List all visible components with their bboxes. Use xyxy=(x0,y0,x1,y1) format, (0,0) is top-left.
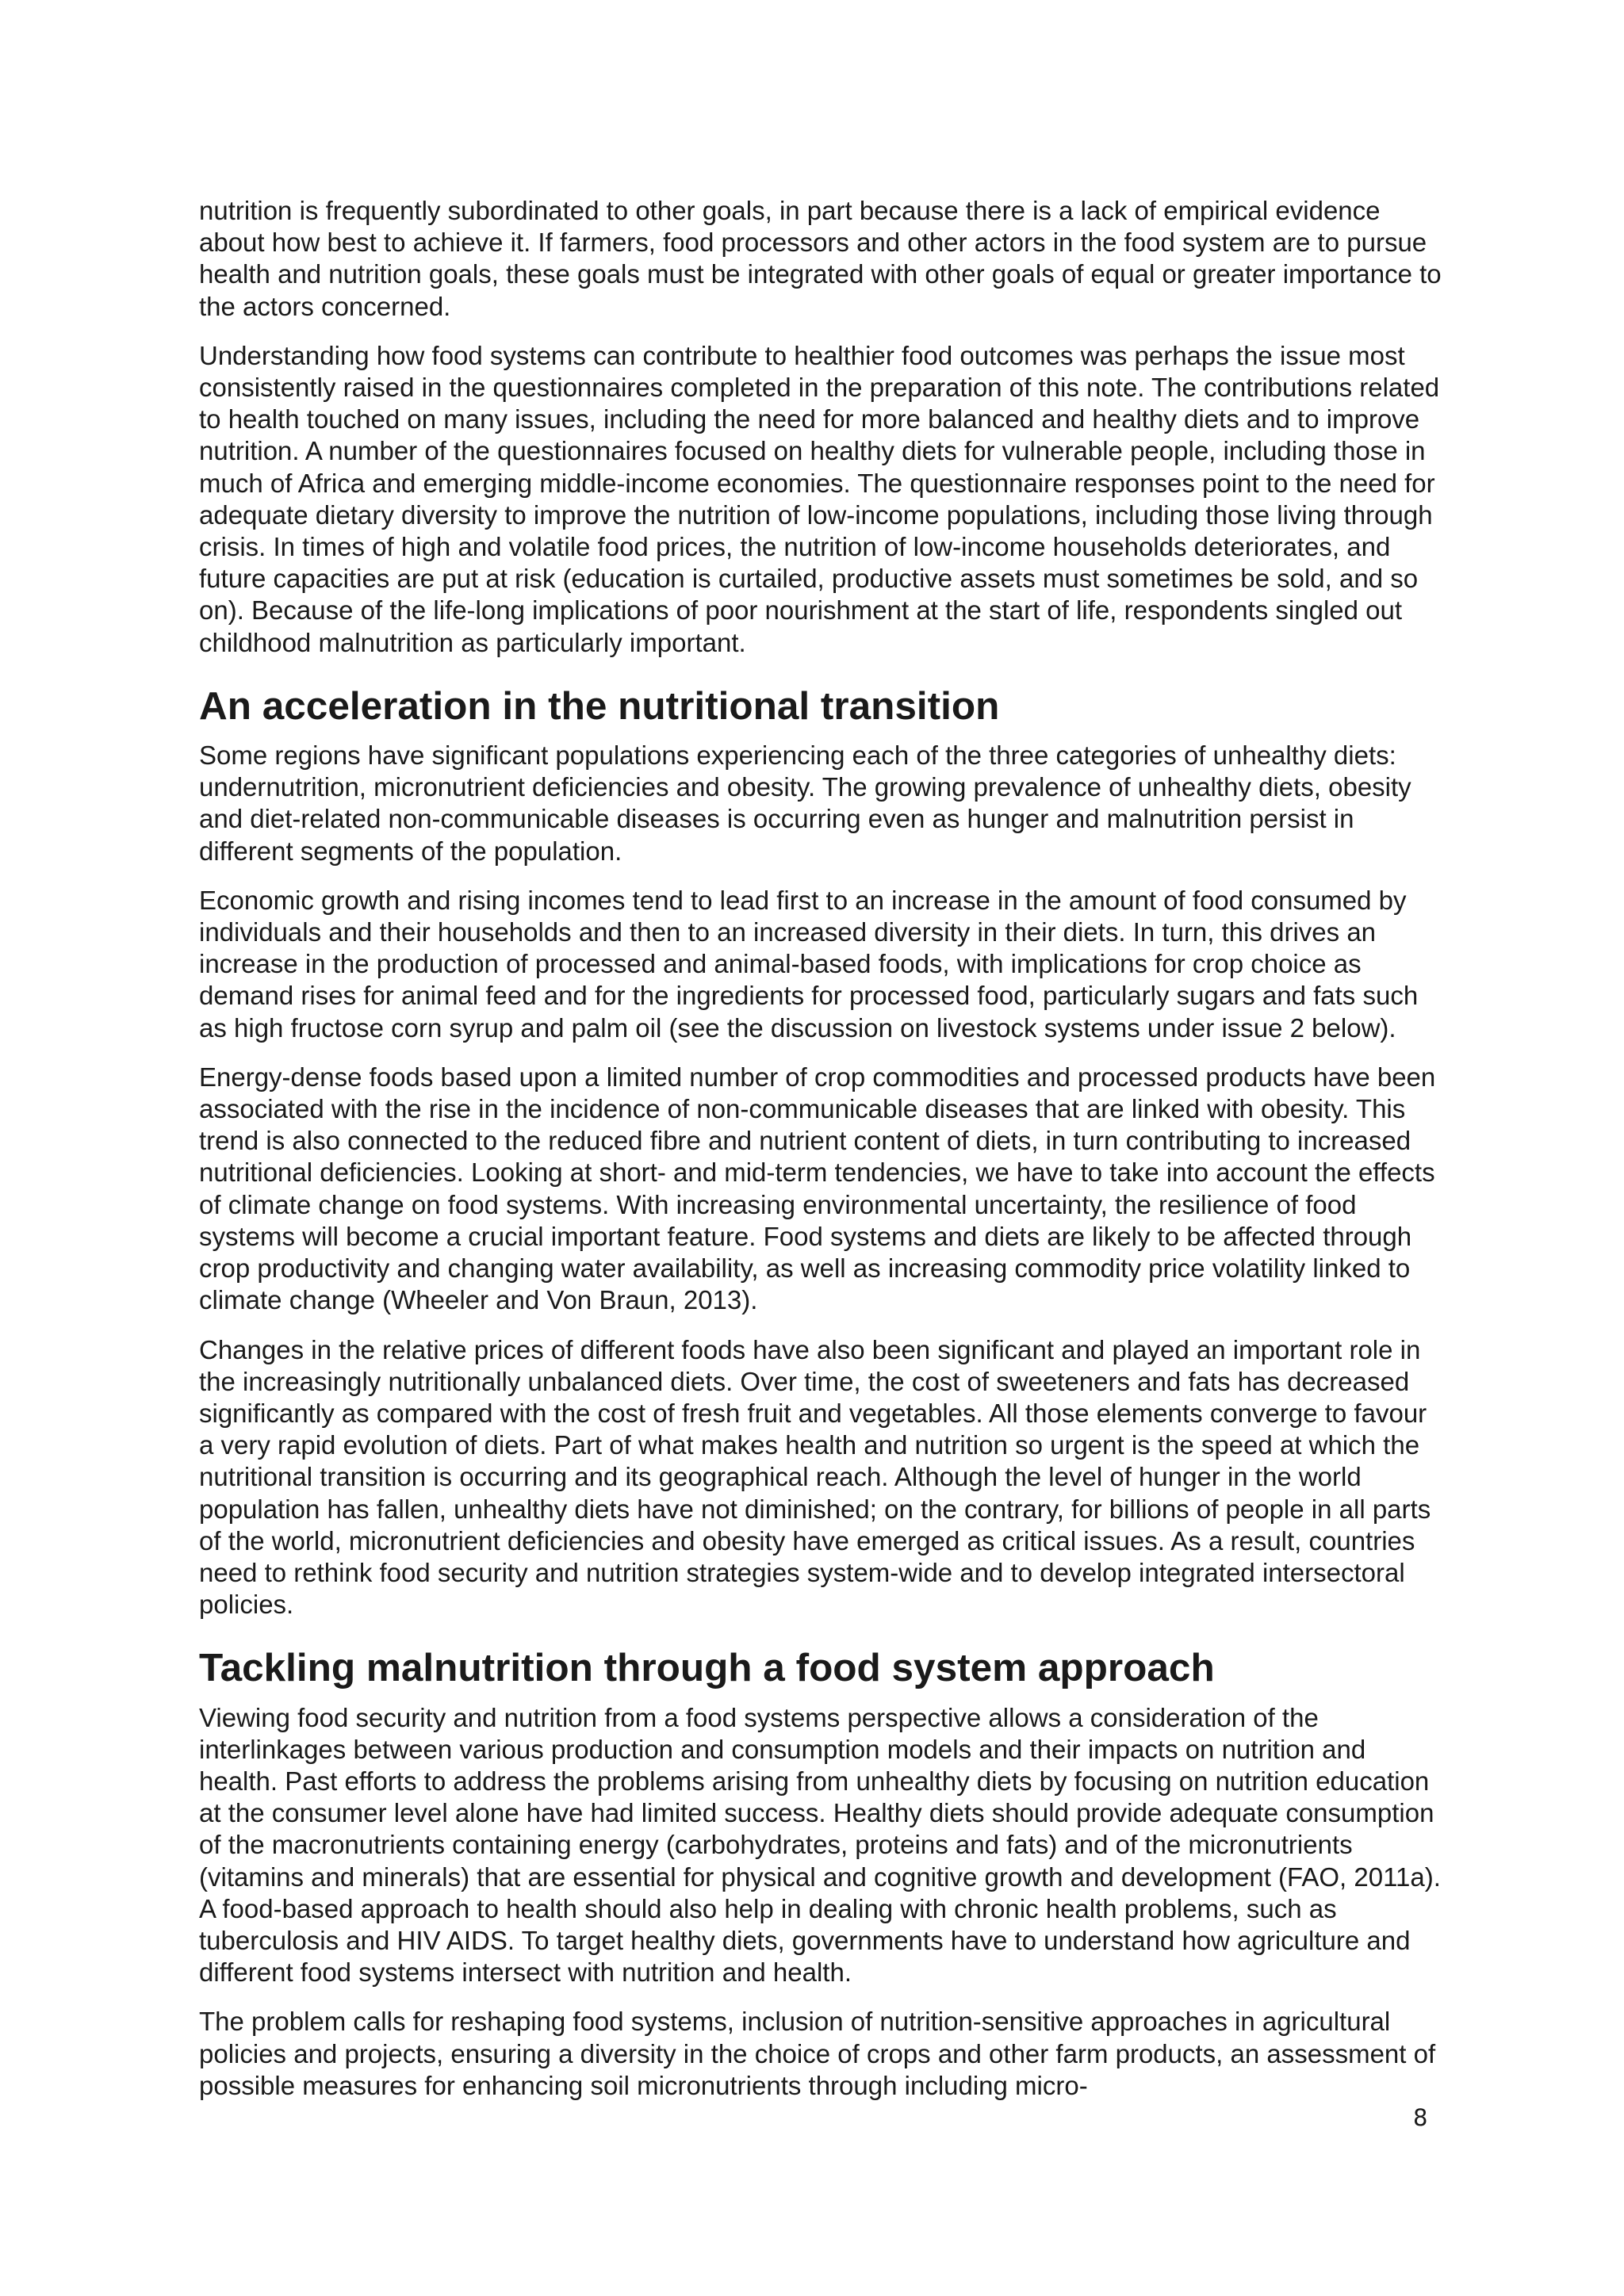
paragraph-reshaping-food-systems: The problem calls for reshaping food systems, inclusion of nutrition-sensitive approaches in agricultural policies and projects, ensuring a diversity in the choice of crops and other farm products, an assessment of possible measures for enhancing soil micronutrients through including micro- xyxy=(199,2007,1436,2100)
paragraph-economic-growth: Economic growth and rising incomes tend to lead first to an increase in the amount of food consumed by individuals and their households and then to an increased diversity in their diets. In turn, this drives an increase in the production of processed and animal-based foods, with implications for crop choice as demand rises for animal feed and for the ingredients for processed food, particularly sugars and fats such as high fructose corn syrup and palm oil (see the discussion on livestock systems under issue 2 below). xyxy=(199,885,1419,1043)
paragraph-unhealthy-diet-categories: Some regions have significant populations experiencing each of the three categories of unhealthy diets: undernutrition, micronutrient deficiencies and obesity. The growing prevalence of unhealthy diets, obesity and diet-related non-communicable diseases is occurring even as hunger and malnutrition persist in different segments of the population. xyxy=(199,740,1411,866)
paragraph-healthier-food-outcomes: Understanding how food systems can contribute to healthier food outcomes was perhaps the issue most consistently raised in the questionnaires completed in the preparation of this note. The contributions related to health touched on many issues, including the need for more balanced and healthy diets and to improve nutrition. A number of the questionnaires focused on healthy diets for vulnerable people, including those in much of Africa and emerging middle-income economies. The questionnaire responses point to the need for adequate dietary diversity to improve the nutrition of low-income populations, including those living through crisis. In times of high and volatile food prices, the nutrition of low-income households deteriorates, and future capacities are put at risk (education is curtailed, productive assets must sometimes be sold, and so on). Because of the life-long implications of poor nourishment at the start of life, respondents singled out childhood malnutrition as particularly important. xyxy=(199,340,1440,657)
document-body xyxy=(199,195,1442,2119)
section-heading-nutritional-transition: An acceleration in the nutritional transition xyxy=(199,683,1000,728)
paragraph-food-systems-perspective: Viewing food security and nutrition from a food systems perspective allows a consideration of the interlinkages between various production and consumption models and their impacts on nutrition and health. Past efforts to address the problems arising from unhealthy diets by focusing on nutrition education at the consumer level alone have had limited success. Healthy diets should provide adequate consumption of the macronutrients containing energy (carbohydrates, proteins and fats) and of the micronutrients (vitamins and minerals) that are essential for physical and cognitive growth and development (FAO, 2011a). A food-based approach to health should also help in dealing with chronic health problems, such as tuberculosis and HIV AIDS. To target healthy diets, governments have to understand how agriculture and different food systems intersect with nutrition and health. xyxy=(199,1702,1441,1988)
section-heading-food-system-approach: Tackling malnutrition through a food system approach xyxy=(199,1646,1215,1690)
paragraph-intro-continuation: nutrition is frequently subordinated to other goals, in part because there is a lack of empirical evidence about how best to achieve it. If farmers, food processors and other actors in the food system are to pursue health and nutrition goals, these goals must be integrated with other goals of equal or greater importance to the actors concerned. xyxy=(199,196,1442,321)
paragraph-energy-dense-foods: Energy-dense foods based upon a limited number of crop commodities and processed products have been associated with the rise in the incidence of non-communicable diseases that are linked with obesity. This trend is also connected to the reduced fibre and nutrient content of diets, in turn contributing to increased nutritional deficiencies. Looking at short- and mid-term tendencies, we have to take into account the effects of climate change on food systems. With increasing environmental uncertainty, the resilience of food systems will become a crucial important feature. Food systems and diets are likely to be affected through crop productivity and changing water availability, as well as increasing commodity price volatility linked to climate change (Wheeler and Von Braun, 2013). xyxy=(199,1062,1436,1315)
page-number: 8 xyxy=(1413,2104,1428,2131)
paragraph-relative-prices: Changes in the relative prices of different foods have also been significant and played an important role in the increasingly nutritionally unbalanced diets. Over time, the cost of sweeteners and fats has decreased significantly as compared with the cost of fresh fruit and vegetables. All those elements converge to favour a very rapid evolution of diets. Part of what makes health and nutrition so urgent is the speed at which the nutritional transition is occurring and its geographical reach. Although the level of hunger in the world population has fallen, unhealthy diets have not diminished; on the contrary, for billions of people in all parts of the world, micronutrient deficiencies and obesity have emerged as critical issues. As a result, countries need to rethink food security and nutrition strategies system-wide and to develop integrated intersectoral policies. xyxy=(199,1334,1431,1620)
